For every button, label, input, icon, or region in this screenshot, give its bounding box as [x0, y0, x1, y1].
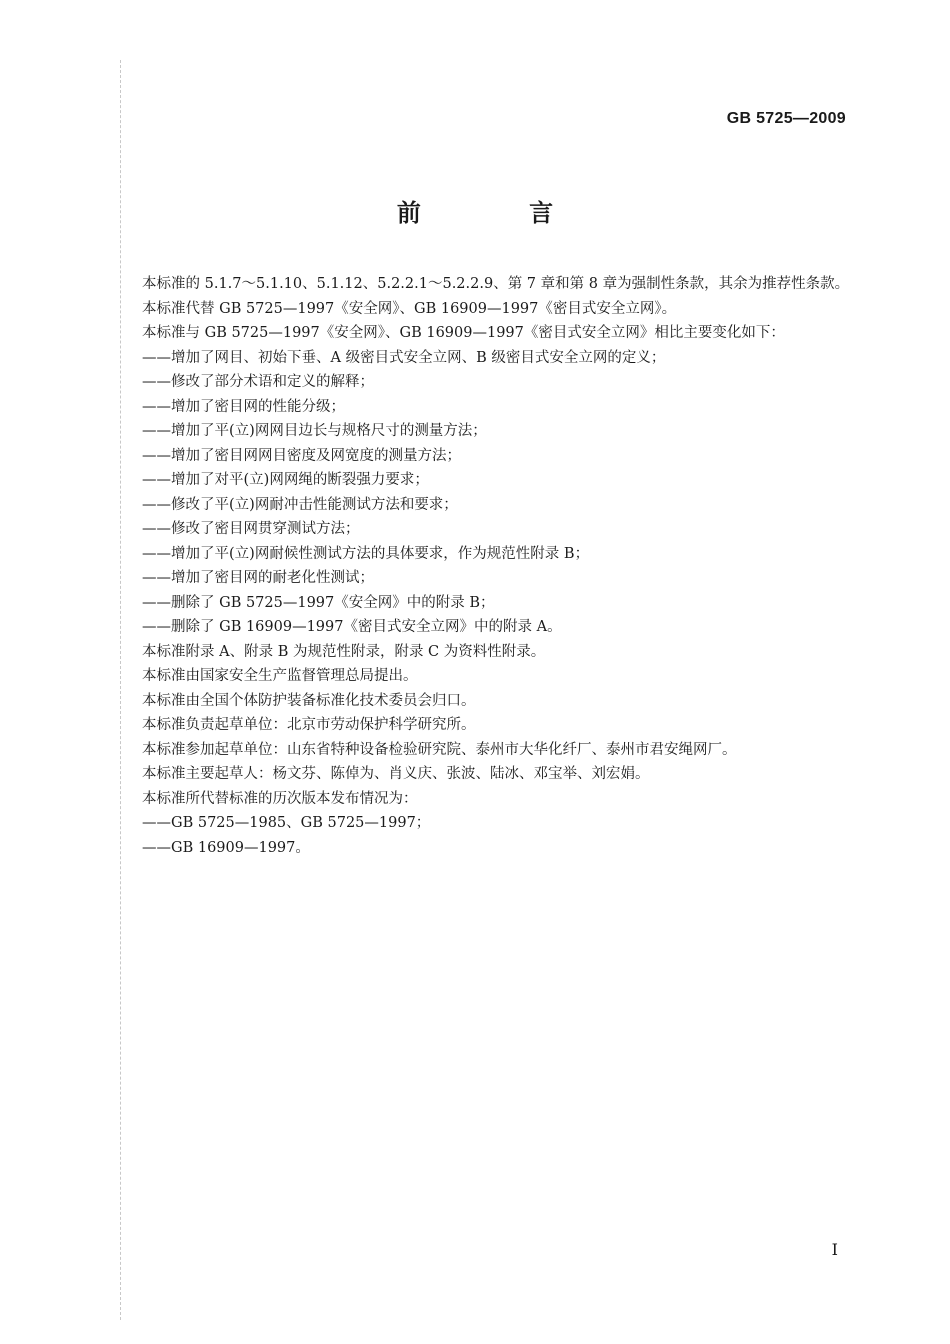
paragraph: 本标准的 5.1.7～5.1.10、5.1.12、5.2.2.1～5.2.2.9、第 7 章和第 8 章为强制性条款，其余为推荐性条款。	[142, 276, 850, 292]
change-item: ——删除了 GB 5725—1997《安全网》中的附录 B；	[142, 594, 495, 611]
paragraph: 本标准代替 GB 5725—1997《安全网》、GB 16909—1997《密目式安全立网》。	[142, 300, 677, 317]
change-item: ——删除了 GB 16909—1997《密目式安全立网》中的附录 A。	[142, 619, 562, 635]
change-item: ——增加了密目网网目密度及网宽度的测量方法；	[142, 447, 461, 464]
change-item: ——增加了平(立)网耐候性测试方法的具体要求，作为规范性附录 B；	[142, 545, 590, 562]
change-item: ——增加了网目、初始下垂、A 级密目式安全立网、B 级密目式安全立网的定义；	[142, 349, 666, 366]
page-title: 前 言	[396, 199, 604, 227]
info-line: 本标准由国家安全生产监督管理总局提出。	[142, 668, 418, 684]
change-item: ——修改了平(立)网耐冲击性能测试方法和要求；	[142, 496, 458, 513]
change-item: ——增加了密目网的耐老化性测试；	[142, 570, 374, 586]
document-body	[120, 272, 850, 860]
info-line: 本标准负责起草单位：北京市劳动保护科学研究所。	[142, 717, 476, 733]
standard-number: GB 5725—2009	[726, 110, 846, 127]
change-item: ——修改了密目网贯穿测试方法；	[142, 521, 360, 537]
change-item: ——增加了对平(立)网网绳的断裂强力要求；	[142, 472, 429, 488]
page-number: I	[831, 1240, 838, 1259]
history-item: ——GB 16909—1997。	[142, 839, 310, 856]
info-line: 本标准由全国个体防护装备标准化技术委员会归口。	[142, 692, 476, 709]
change-item: ——增加了密目网的性能分级；	[142, 398, 345, 415]
info-line: 本标准参加起草单位：山东省特种设备检验研究院、泰州市大华化纤厂、泰州市君安绳网厂。	[142, 741, 737, 758]
info-line: 本标准主要起草人：杨文芬、陈倬为、肖义庆、张波、陆冰、邓宝举、刘宏娟。	[142, 766, 650, 782]
info-line: 本标准所代替标准的历次版本发布情况为：	[142, 790, 418, 807]
paragraph: 本标准与 GB 5725—1997《安全网》、GB 16909—1997《密目式安全立网》相比主要变化如下：	[142, 325, 785, 341]
history-item: ——GB 5725—1985、GB 5725—1997；	[142, 815, 431, 831]
info-line: 本标准附录 A、附录 B 为规范性附录，附录 C 为资料性附录。	[142, 643, 546, 660]
change-item: ——修改了部分术语和定义的解释；	[142, 374, 374, 390]
change-item: ——增加了平(立)网网目边长与规格尺寸的测量方法；	[142, 423, 487, 439]
